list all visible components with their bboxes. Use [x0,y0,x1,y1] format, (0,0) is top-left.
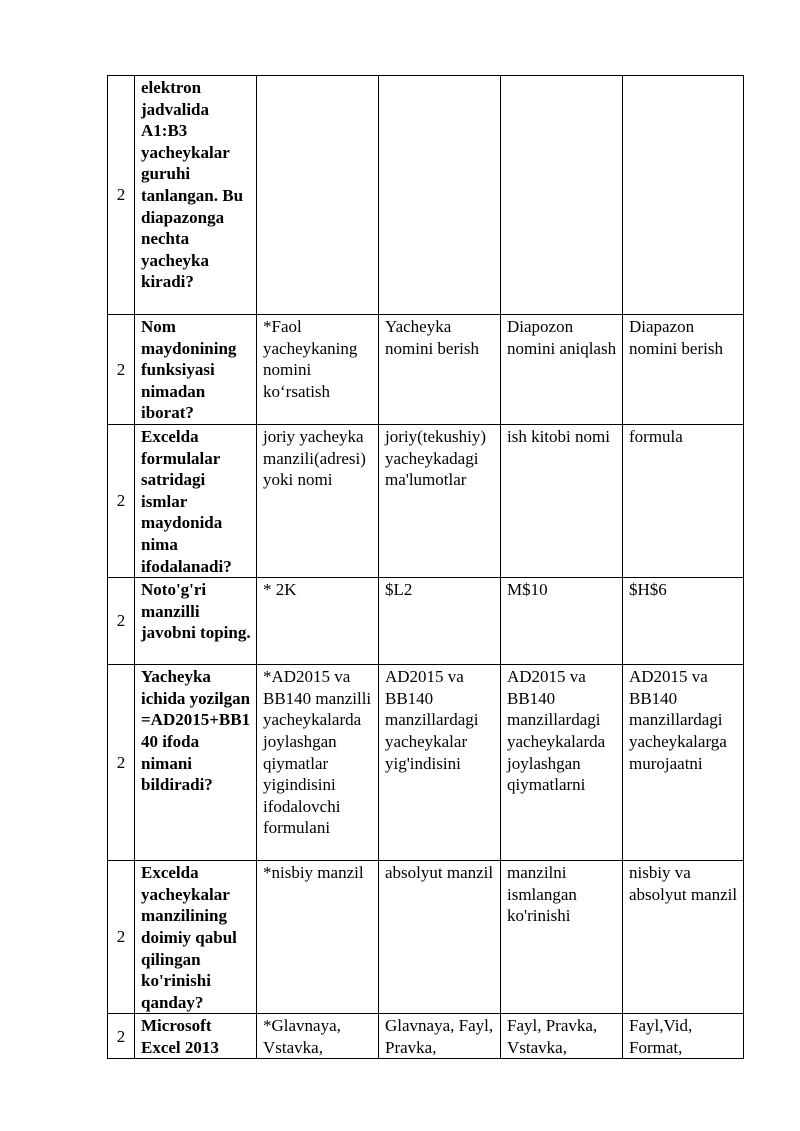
table-row [108,861,744,1014]
answer-cell: Diapazon nomini berish [623,315,744,425]
answer-cell: *Faol yacheykaning nomini ko‘rsatish [257,315,379,425]
question-text: Nom maydonining funksiyasi nimadan iborat? [135,315,257,425]
row-number: 2 [108,861,135,1014]
answer-cell [501,76,623,315]
answer-cell: joriy yacheyka manzili(adresi) yoki nomi [257,424,379,577]
answer-cell: absolyut manzil [379,861,501,1014]
answer-cell: AD2015 va BB140 manzillardagi yacheykalarga murojaatni [623,665,744,861]
table-row [108,1014,744,1059]
answer-cell [623,76,744,315]
answer-cell: M$10 [501,578,623,665]
answer-cell [257,76,379,315]
answer-cell: joriy(tekushiy) yacheykadagi ma'lumotlar [379,424,501,577]
answer-cell: $H$6 [623,578,744,665]
answer-cell: *Glavnaya, Vstavka, [257,1014,379,1059]
row-number: 2 [108,578,135,665]
row-number: 2 [108,315,135,425]
question-text: Yacheyka ichida yozilgan =AD2015+BB140 ifoda nimani bildiradi? [135,665,257,861]
answer-cell: Glavnaya, Fayl, Pravka, [379,1014,501,1059]
answer-cell: $L2 [379,578,501,665]
question-text: Excelda formulalar satridagi ismlar maydonida nima ifodalanadi? [135,424,257,577]
question-text: Excelda yacheykalar manzilining doimiy qabul qilingan ko'rinishi qanday? [135,861,257,1014]
table-row [108,424,744,577]
answer-cell [379,76,501,315]
table-row [108,76,744,315]
row-number: 2 [108,424,135,577]
answer-cell: nisbiy va absolyut manzil [623,861,744,1014]
answer-cell: AD2015 va BB140 manzillardagi yacheykalarda joylashgan qiymatlarni [501,665,623,861]
answer-cell: manzilni ismlangan ko'rinishi [501,861,623,1014]
answer-cell: ish kitobi nomi [501,424,623,577]
answer-cell: Diapozon nomini aniqlash [501,315,623,425]
row-number: 2 [108,665,135,861]
question-text: elektron jadvalida A1:B3 yacheykalar guruhi tanlangan. Bu diapazonga nechta yacheyka kiradi? [135,76,257,315]
table-row [108,665,744,861]
answer-cell: *nisbiy manzil [257,861,379,1014]
table-row [108,315,744,425]
answer-cell: *AD2015 va BB140 manzilli yacheykalarda joylashgan qiymatlar yigindisini ifodalovchi formulani [257,665,379,861]
table-row [108,578,744,665]
answer-cell: formula [623,424,744,577]
answer-cell: Yacheyka nomini berish [379,315,501,425]
question-text: Noto'g'ri manzilli javobni toping. [135,578,257,665]
row-number: 2 [108,76,135,315]
row-number: 2 [108,1014,135,1059]
answer-cell: AD2015 va BB140 manzillardagi yacheykalar yig'indisini [379,665,501,861]
question-table [107,75,744,1059]
answer-cell: Fayl,Vid, Format, [623,1014,744,1059]
answer-cell: * 2K [257,578,379,665]
question-text: Microsoft Excel 2013 [135,1014,257,1059]
answer-cell: Fayl, Pravka, Vstavka, [501,1014,623,1059]
